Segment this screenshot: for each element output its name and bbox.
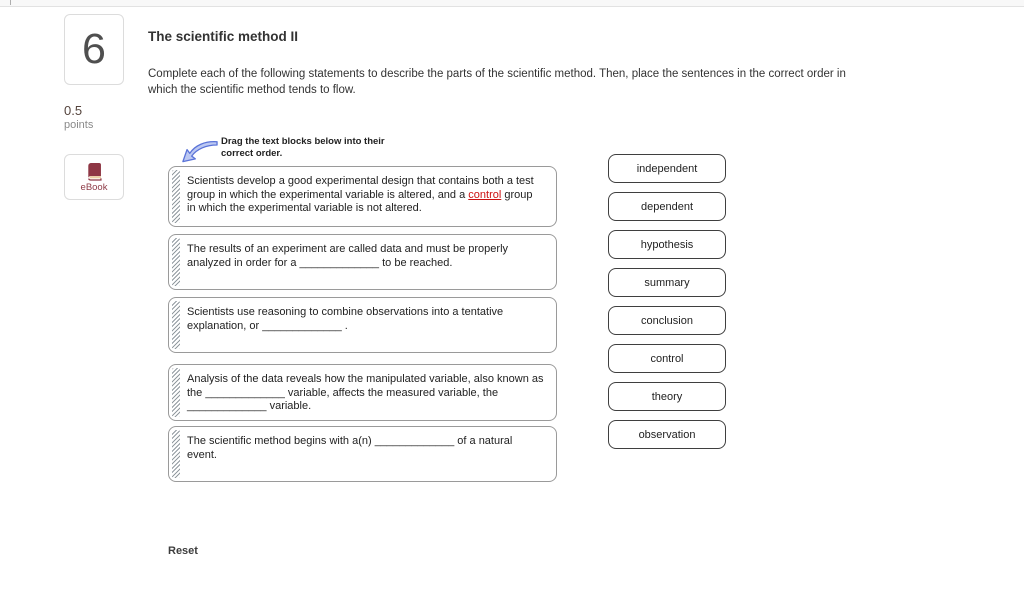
drag-hint-text: Drag the text blocks below into their correct order.	[221, 136, 385, 160]
sentence-segment: Scientists use reasoning to combine observations into a tentative explanation, or _____________ .	[187, 306, 504, 332]
drag-handle-icon[interactable]	[172, 301, 180, 349]
sentence-segment: group in which the experimental variable is not altered.	[187, 188, 533, 214]
word-bank-item-control[interactable]: control	[608, 344, 726, 373]
sentence-text	[187, 435, 544, 462]
drag-handle-icon[interactable]	[172, 170, 180, 223]
question-instructions: Complete each of the following statements to describe the parts of the scientific method. Then, place the sentences in the correct order in which the scientific method tends to flow.	[148, 68, 846, 96]
top-bar	[0, 0, 1024, 7]
page-title: The scientific method II	[148, 29, 299, 44]
sentence-text	[187, 243, 544, 270]
points-label: points	[64, 118, 94, 131]
word-bank-item-summary[interactable]: summary	[608, 268, 726, 297]
drag-arrow-icon	[181, 139, 218, 163]
book-icon	[86, 162, 103, 181]
sentence-segment: Analysis of the data reveals how the manipulated variable, also known as the _____________ variable, affects the measured variable, the _____________ variable.	[187, 373, 544, 412]
ebook-button[interactable]	[64, 154, 124, 200]
word-bank-item-conclusion[interactable]: conclusion	[608, 306, 726, 335]
question-number-card	[64, 14, 124, 85]
sentence-block-2[interactable]	[168, 234, 557, 290]
reset-button[interactable]: Reset	[168, 545, 198, 557]
word-bank-item-observation[interactable]: observation	[608, 420, 726, 449]
sentence-block-4[interactable]	[168, 364, 557, 421]
sentence-segment: The results of an experiment are called data and must be properly analyzed in order for a _____________ to be reached.	[187, 243, 509, 269]
word-bank-item-hypothesis[interactable]: hypothesis	[608, 230, 726, 259]
sentence-text	[187, 175, 544, 216]
word-bank-item-dependent[interactable]: dependent	[608, 192, 726, 221]
filled-answer[interactable]: control	[468, 188, 502, 201]
word-bank-item-theory[interactable]: theory	[608, 382, 726, 411]
sentence-block-3[interactable]	[168, 297, 557, 353]
drag-handle-icon[interactable]	[172, 238, 180, 286]
sentence-segment: The scientific method begins with a(n) _____________ of a natural event.	[187, 435, 513, 461]
points-value: 0.5	[64, 103, 83, 118]
drag-handle-icon[interactable]	[172, 368, 180, 417]
points-indicator	[64, 104, 93, 132]
sentence-text	[187, 373, 544, 414]
sentence-segment: Scientists develop a good experimental design that contains both a test group in which the experimental variable is altered, and a	[187, 175, 534, 201]
sentence-text	[187, 306, 544, 333]
ebook-label: eBook	[80, 181, 108, 193]
sentence-block-5[interactable]	[168, 426, 557, 482]
question-number: 6	[82, 25, 106, 73]
word-bank	[608, 154, 726, 449]
word-bank-item-independent[interactable]: independent	[608, 154, 726, 183]
sentence-block-1[interactable]	[168, 166, 557, 227]
drag-handle-icon[interactable]	[172, 430, 180, 478]
topbar-divider	[10, 0, 11, 5]
